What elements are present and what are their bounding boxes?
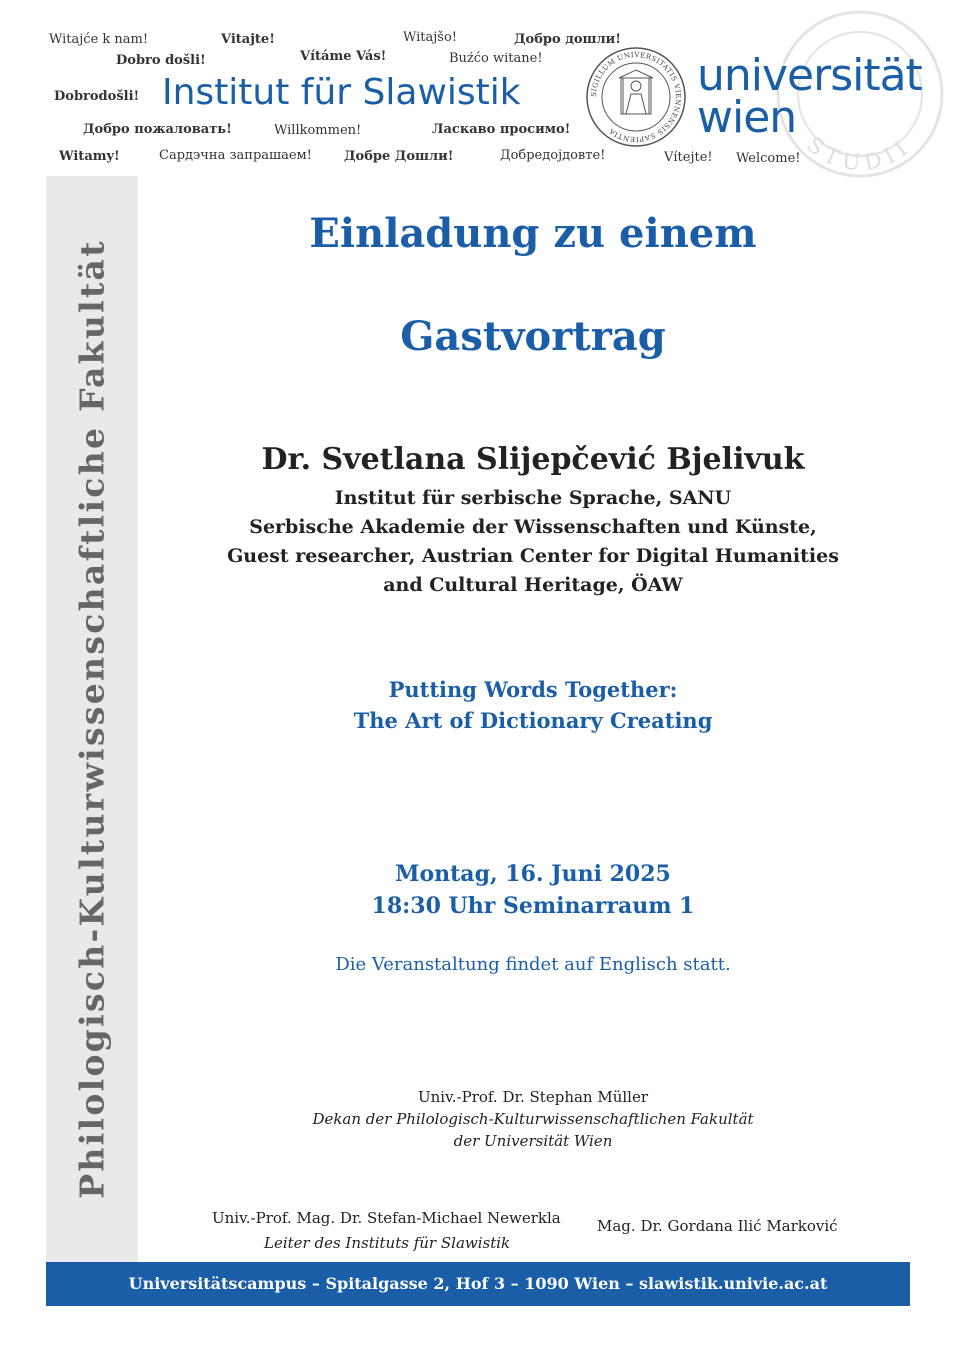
- greeting-text: Welcome!: [736, 151, 801, 166]
- speaker-affiliation-line: Guest researcher, Austrian Center for Digital Humanities: [227, 545, 839, 567]
- greeting-text: Witajće k nam!: [49, 32, 149, 47]
- dean-name: Univ.-Prof. Dr. Stephan Müller: [417, 1088, 649, 1106]
- faculty-sidebar-text: Philologisch-Kulturwissenschaftliche Fakultät: [72, 239, 112, 1199]
- head-role: Leiter des Instituts für Slawistik: [264, 1234, 511, 1252]
- greeting-text: Сардэчна запрашаем!: [159, 148, 312, 163]
- svg-text:STUDII: STUDII: [801, 132, 918, 177]
- event-date: Montag, 16. Juni 2025: [395, 861, 671, 887]
- greeting-text: Buźćo witane!: [449, 51, 543, 66]
- heading-line1: Einladung zu einem: [309, 210, 757, 257]
- heading-line2: Gastvortrag: [400, 313, 666, 360]
- university-logo-line2: wien: [697, 92, 797, 143]
- university-logo-line1: universität: [697, 50, 922, 101]
- greeting-text: Ласкаво просимо!: [432, 122, 571, 137]
- greeting-text: Добре Дошли!: [344, 149, 454, 164]
- speaker-name: Dr. Svetlana Slijepčević Bjelivuk: [261, 442, 805, 477]
- university-seal-logo: [585, 46, 687, 148]
- greeting-text: Witajšo!: [403, 30, 458, 45]
- organizer-name: Mag. Dr. Gordana Ilić Marković: [597, 1217, 838, 1235]
- speaker-affiliation-line: Serbische Akademie der Wissenschaften und Künste,: [249, 516, 817, 538]
- greeting-text: Witamy!: [59, 149, 120, 164]
- greeting-text: Willkommen!: [274, 123, 362, 138]
- dean-role: der Universität Wien: [453, 1132, 613, 1150]
- footer-address-bar: Universitätscampus – Spitalgasse 2, Hof 3 – 1090 Wien – slawistik.univie.ac.at: [46, 1262, 910, 1306]
- speaker-affiliation-line: and Cultural Heritage, ÖAW: [383, 574, 683, 596]
- greeting-text: Добро дошли!: [514, 32, 622, 47]
- institute-title: Institut für Slawistik: [162, 72, 521, 113]
- talk-title-line1: Putting Words Together:: [388, 677, 678, 702]
- greeting-text: Добро пожаловать!: [83, 122, 232, 137]
- speaker-affiliation-line: Institut für serbische Sprache, SANU: [334, 487, 732, 509]
- greeting-text: Vítejte!: [664, 150, 713, 165]
- greeting-text: Dobro došli!: [116, 53, 206, 68]
- dean-role: Dekan der Philologisch-Kulturwissenschaftlichen Fakultät: [312, 1110, 754, 1128]
- greeting-text: Vítáme Vás!: [300, 49, 387, 64]
- talk-title-line2: The Art of Dictionary Creating: [353, 708, 713, 733]
- svg-text:SIGILLUM UNIVERSITATIS VIENNEN: SIGILLUM UNIVERSITATIS VIENNENSIS SAPIENTIA: [589, 50, 683, 144]
- greeting-text: Vitajte!: [221, 32, 275, 47]
- event-time-place: 18:30 Uhr Seminarraum 1: [371, 893, 695, 919]
- head-name: Univ.-Prof. Mag. Dr. Stefan-Michael Newerkla: [212, 1209, 561, 1227]
- greeting-text: Добредојдовте!: [500, 148, 606, 163]
- language-note: Die Veranstaltung findet auf Englisch statt.: [335, 954, 731, 975]
- greeting-text: Dobrodošli!: [54, 89, 140, 104]
